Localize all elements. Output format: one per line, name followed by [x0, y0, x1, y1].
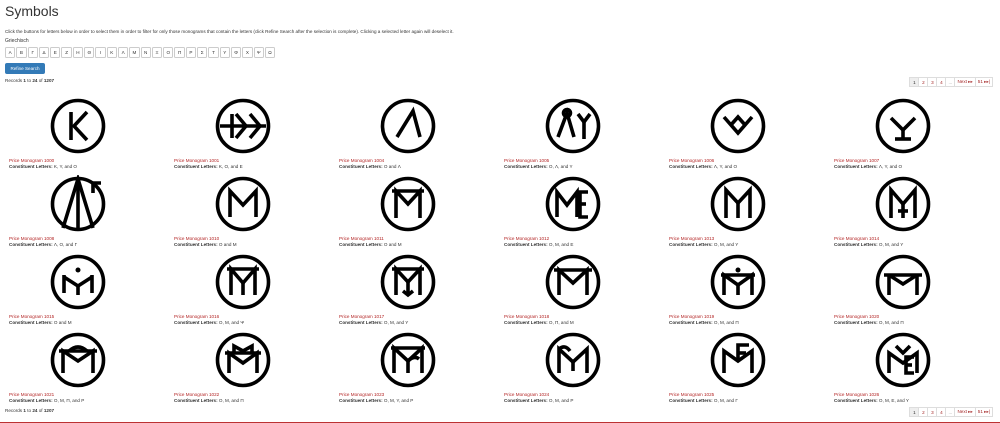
monogram-image[interactable] [214, 331, 272, 389]
monogram-card [660, 325, 825, 403]
letter-button[interactable]: Α [5, 47, 15, 58]
constituent-letters-value: O, M, Π, and P [53, 398, 85, 403]
records-summary-top: Records 1 to 24 of 1207 [5, 78, 55, 83]
constituent-letters-label: Constituent Letters: [504, 320, 548, 325]
monogram-card [330, 325, 495, 403]
pagination-ellipsis: ... [945, 407, 955, 417]
constituent-letters-value: Λ, Y, and O [713, 164, 738, 169]
page-link[interactable]: 3 [927, 407, 937, 417]
constituent-letters-value: Λ, O, and Γ [53, 242, 78, 247]
monogram-card [165, 325, 330, 403]
page-link[interactable]: 2 [918, 407, 928, 417]
letter-button[interactable]: Θ [84, 47, 94, 58]
monogram-title-link[interactable]: Price Monogram 1023 [339, 392, 385, 397]
page-link[interactable]: 1 [909, 77, 919, 87]
constituent-letters-value: O, M, and P [548, 398, 574, 403]
monogram-card [0, 325, 165, 403]
records-summary-bottom: Records 1 to 24 of 1207 [5, 408, 55, 413]
constituent-letters-value: O, M, and E [548, 242, 574, 247]
instructions-text: Click the buttons for letters below in order to select them in order to filter for only those monograms that contain the letters (click Refine Search after the selection is complete). Clicking a selected letter again will deselect it. [5, 29, 454, 34]
monogram-image[interactable] [874, 331, 932, 389]
monogram-title-link[interactable]: Price Monogram 1001 [174, 158, 220, 163]
constituent-letters-value: O, M, Y, and P [383, 398, 414, 403]
constituent-letters-value: O, Π, and M [548, 320, 574, 325]
monogram-card [0, 169, 165, 247]
monogram-title-link[interactable]: Price Monogram 1000 [9, 158, 55, 163]
constituent-letters-label: Constituent Letters: [174, 164, 218, 169]
monogram-title-link[interactable]: Price Monogram 1005 [504, 158, 550, 163]
monogram-card [330, 169, 495, 247]
records-prefix: Records [5, 78, 23, 83]
constituent-letters-label: Constituent Letters: [834, 164, 878, 169]
records-prefix: Records [5, 408, 23, 413]
monogram-image[interactable] [874, 253, 932, 311]
monogram-image[interactable] [544, 253, 602, 311]
monogram-title-link[interactable]: Price Monogram 1020 [834, 314, 880, 319]
constituent-letters [9, 398, 84, 403]
constituent-letters-label: Constituent Letters: [9, 320, 53, 325]
constituent-letters-value: O, M, and Π [878, 320, 904, 325]
monogram-card [495, 91, 660, 169]
monogram-title-link[interactable]: Price Monogram 1026 [834, 392, 880, 397]
letter-button[interactable]: Ω [265, 47, 275, 58]
monogram-title-link[interactable]: Price Monogram 1025 [669, 392, 715, 397]
constituent-letters-value: O and M [383, 242, 402, 247]
monogram-image[interactable] [49, 97, 107, 155]
monogram-image[interactable] [379, 331, 437, 389]
constituent-letters-value: O, M, and Y [383, 320, 409, 325]
monogram-image[interactable] [49, 331, 107, 389]
monogram-title-link[interactable]: Price Monogram 1011 [339, 236, 384, 241]
letter-button[interactable]: Σ [197, 47, 207, 58]
records-total: 1207 [43, 408, 55, 413]
constituent-letters-label: Constituent Letters: [174, 242, 218, 247]
next-page-link[interactable]: Next ▸▸ [954, 407, 975, 417]
letter-button-bar [5, 47, 275, 58]
constituent-letters-label: Constituent Letters: [834, 398, 878, 403]
constituent-letters-label: Constituent Letters: [174, 398, 218, 403]
monogram-image[interactable] [379, 97, 437, 155]
monogram-image[interactable] [709, 253, 767, 311]
constituent-letters-value: O and M [218, 242, 237, 247]
page-link[interactable]: 4 [936, 407, 946, 417]
constituent-letters-label: Constituent Letters: [339, 242, 383, 247]
constituent-letters-label: Constituent Letters: [669, 398, 713, 403]
letter-button[interactable]: Ζ [61, 47, 71, 58]
monogram-image[interactable] [214, 253, 272, 311]
constituent-letters-label: Constituent Letters: [834, 242, 878, 247]
monogram-title-link[interactable]: Price Monogram 1017 [339, 314, 385, 319]
letter-button[interactable]: Κ [107, 47, 117, 58]
monogram-image[interactable] [709, 331, 767, 389]
monogram-card [165, 91, 330, 169]
monogram-card [660, 91, 825, 169]
constituent-letters-value: O, Λ, and Y [548, 164, 573, 169]
monogram-title-link[interactable]: Price Monogram 1013 [669, 236, 715, 241]
monogram-title-link[interactable]: Price Monogram 1016 [174, 314, 220, 319]
pagination-bottom [910, 407, 993, 417]
monogram-card [0, 247, 165, 325]
monogram-title-link[interactable]: Price Monogram 1006 [669, 158, 715, 163]
monogram-card [165, 247, 330, 325]
constituent-letters-label: Constituent Letters: [669, 320, 713, 325]
monogram-card [495, 247, 660, 325]
constituent-letters-value: O, M, and Γ [713, 398, 738, 403]
constituent-letters-label: Constituent Letters: [504, 164, 548, 169]
page-link[interactable]: 1 [909, 407, 919, 417]
monogram-title-link[interactable]: Price Monogram 1019 [669, 314, 715, 319]
constituent-letters-value: K, O, and E [218, 164, 243, 169]
constituent-letters-value: O, M, and Ψ [218, 320, 245, 325]
monogram-title-link[interactable]: Price Monogram 1015 [9, 314, 55, 319]
letter-group-label: Griechisch [5, 38, 29, 44]
monogram-card [660, 247, 825, 325]
letter-button[interactable]: Π [174, 47, 184, 58]
constituent-letters-label: Constituent Letters: [9, 398, 53, 403]
records-to: 24 [32, 78, 38, 83]
constituent-letters-value: O, M, and Y [713, 242, 739, 247]
letter-button[interactable]: Ξ [152, 47, 162, 58]
monogram-title-link[interactable]: Price Monogram 1014 [834, 236, 880, 241]
letter-button[interactable]: Λ [118, 47, 128, 58]
constituent-letters-label: Constituent Letters: [339, 320, 383, 325]
constituent-letters-value: O, M, and Y [878, 242, 904, 247]
monogram-card [825, 169, 990, 247]
last-page-link[interactable]: 51 ▸▸| [975, 77, 993, 87]
monogram-image[interactable] [874, 97, 932, 155]
records-from: 1 [23, 408, 26, 413]
monogram-title-link[interactable]: Price Monogram 1022 [174, 392, 220, 397]
refine-search-button[interactable]: Refine Search [5, 63, 45, 74]
constituent-letters [669, 398, 738, 403]
constituent-letters-value: O, M, and Π [218, 398, 244, 403]
letter-button[interactable]: Δ [39, 47, 49, 58]
letter-button[interactable]: Τ [208, 47, 218, 58]
monogram-title-link[interactable]: Price Monogram 1024 [504, 392, 550, 397]
constituent-letters [504, 398, 573, 403]
page-link[interactable]: 2 [918, 77, 928, 87]
monogram-card [495, 325, 660, 403]
constituent-letters-label: Constituent Letters: [669, 164, 713, 169]
monogram-image[interactable] [214, 97, 272, 155]
monogram-card [825, 91, 990, 169]
constituent-letters-value: K, Y, and O [53, 164, 77, 169]
monogram-card [0, 91, 165, 169]
page-link[interactable]: 4 [936, 77, 946, 87]
monogram-image[interactable] [379, 253, 437, 311]
monogram-card [330, 91, 495, 169]
monogram-image[interactable] [709, 175, 767, 233]
monogram-image[interactable] [49, 253, 107, 311]
monogram-image[interactable] [544, 331, 602, 389]
monogram-image[interactable] [49, 175, 107, 233]
monogram-image[interactable] [379, 175, 437, 233]
letter-button[interactable]: Χ [242, 47, 252, 58]
monogram-title-link[interactable]: Price Monogram 1018 [504, 314, 550, 319]
constituent-letters-label: Constituent Letters: [9, 242, 53, 247]
pagination-top [910, 77, 993, 87]
last-page-link[interactable]: 51 ▸▸| [975, 407, 993, 417]
monogram-card [660, 169, 825, 247]
letter-button[interactable]: Ψ [254, 47, 264, 58]
letter-button[interactable]: Ι [95, 47, 105, 58]
monogram-image[interactable] [874, 175, 932, 233]
monogram-title-link[interactable]: Price Monogram 1021 [9, 392, 55, 397]
next-page-link[interactable]: Next ▸▸ [954, 77, 975, 87]
letter-button[interactable]: Β [16, 47, 26, 58]
monogram-title-link[interactable]: Price Monogram 1012 [504, 236, 550, 241]
constituent-letters-label: Constituent Letters: [9, 164, 53, 169]
constituent-letters-label: Constituent Letters: [174, 320, 218, 325]
constituent-letters-label: Constituent Letters: [834, 320, 878, 325]
letter-button[interactable]: Μ [129, 47, 139, 58]
monogram-image[interactable] [544, 97, 602, 155]
monogram-card [330, 247, 495, 325]
records-from: 1 [23, 78, 26, 83]
constituent-letters-value: Λ, Y, and O [878, 164, 903, 169]
monogram-card [825, 325, 990, 403]
constituent-letters-label: Constituent Letters: [504, 398, 548, 403]
letter-button[interactable]: Ε [50, 47, 60, 58]
monogram-title-link[interactable]: Price Monogram 1007 [834, 158, 880, 163]
monogram-title-link[interactable]: Price Monogram 1010 [174, 236, 220, 241]
monogram-card [165, 169, 330, 247]
constituent-letters [834, 398, 909, 403]
monogram-image[interactable] [214, 175, 272, 233]
pagination-ellipsis: ... [945, 77, 955, 87]
constituent-letters [174, 398, 244, 403]
monogram-title-link[interactable]: Price Monogram 1008 [9, 236, 55, 241]
monogram-image[interactable] [544, 175, 602, 233]
letter-button[interactable]: Γ [28, 47, 38, 58]
page-link[interactable]: 3 [927, 77, 937, 87]
letter-button[interactable]: Ο [163, 47, 173, 58]
records-to: 24 [32, 408, 38, 413]
monogram-image[interactable] [709, 97, 767, 155]
letter-button[interactable]: Η [73, 47, 83, 58]
constituent-letters-value: O and Λ [383, 164, 401, 169]
constituent-letters-value: O and M [53, 320, 72, 325]
constituent-letters-label: Constituent Letters: [339, 398, 383, 403]
constituent-letters-label: Constituent Letters: [339, 164, 383, 169]
constituent-letters-value: O, M, and Π [713, 320, 739, 325]
letter-button[interactable]: Φ [231, 47, 241, 58]
page-title: Symbols [5, 3, 59, 19]
letter-button[interactable]: Ρ [186, 47, 196, 58]
monogram-title-link[interactable]: Price Monogram 1004 [339, 158, 385, 163]
constituent-letters-label: Constituent Letters: [669, 242, 713, 247]
letter-button[interactable]: Ν [141, 47, 151, 58]
monogram-card [825, 247, 990, 325]
monogram-card [495, 169, 660, 247]
constituent-letters [339, 398, 413, 403]
constituent-letters-value: O, M, E, and Y [878, 398, 909, 403]
records-total: 1207 [43, 78, 55, 83]
constituent-letters-label: Constituent Letters: [504, 242, 548, 247]
letter-button[interactable]: Υ [220, 47, 230, 58]
